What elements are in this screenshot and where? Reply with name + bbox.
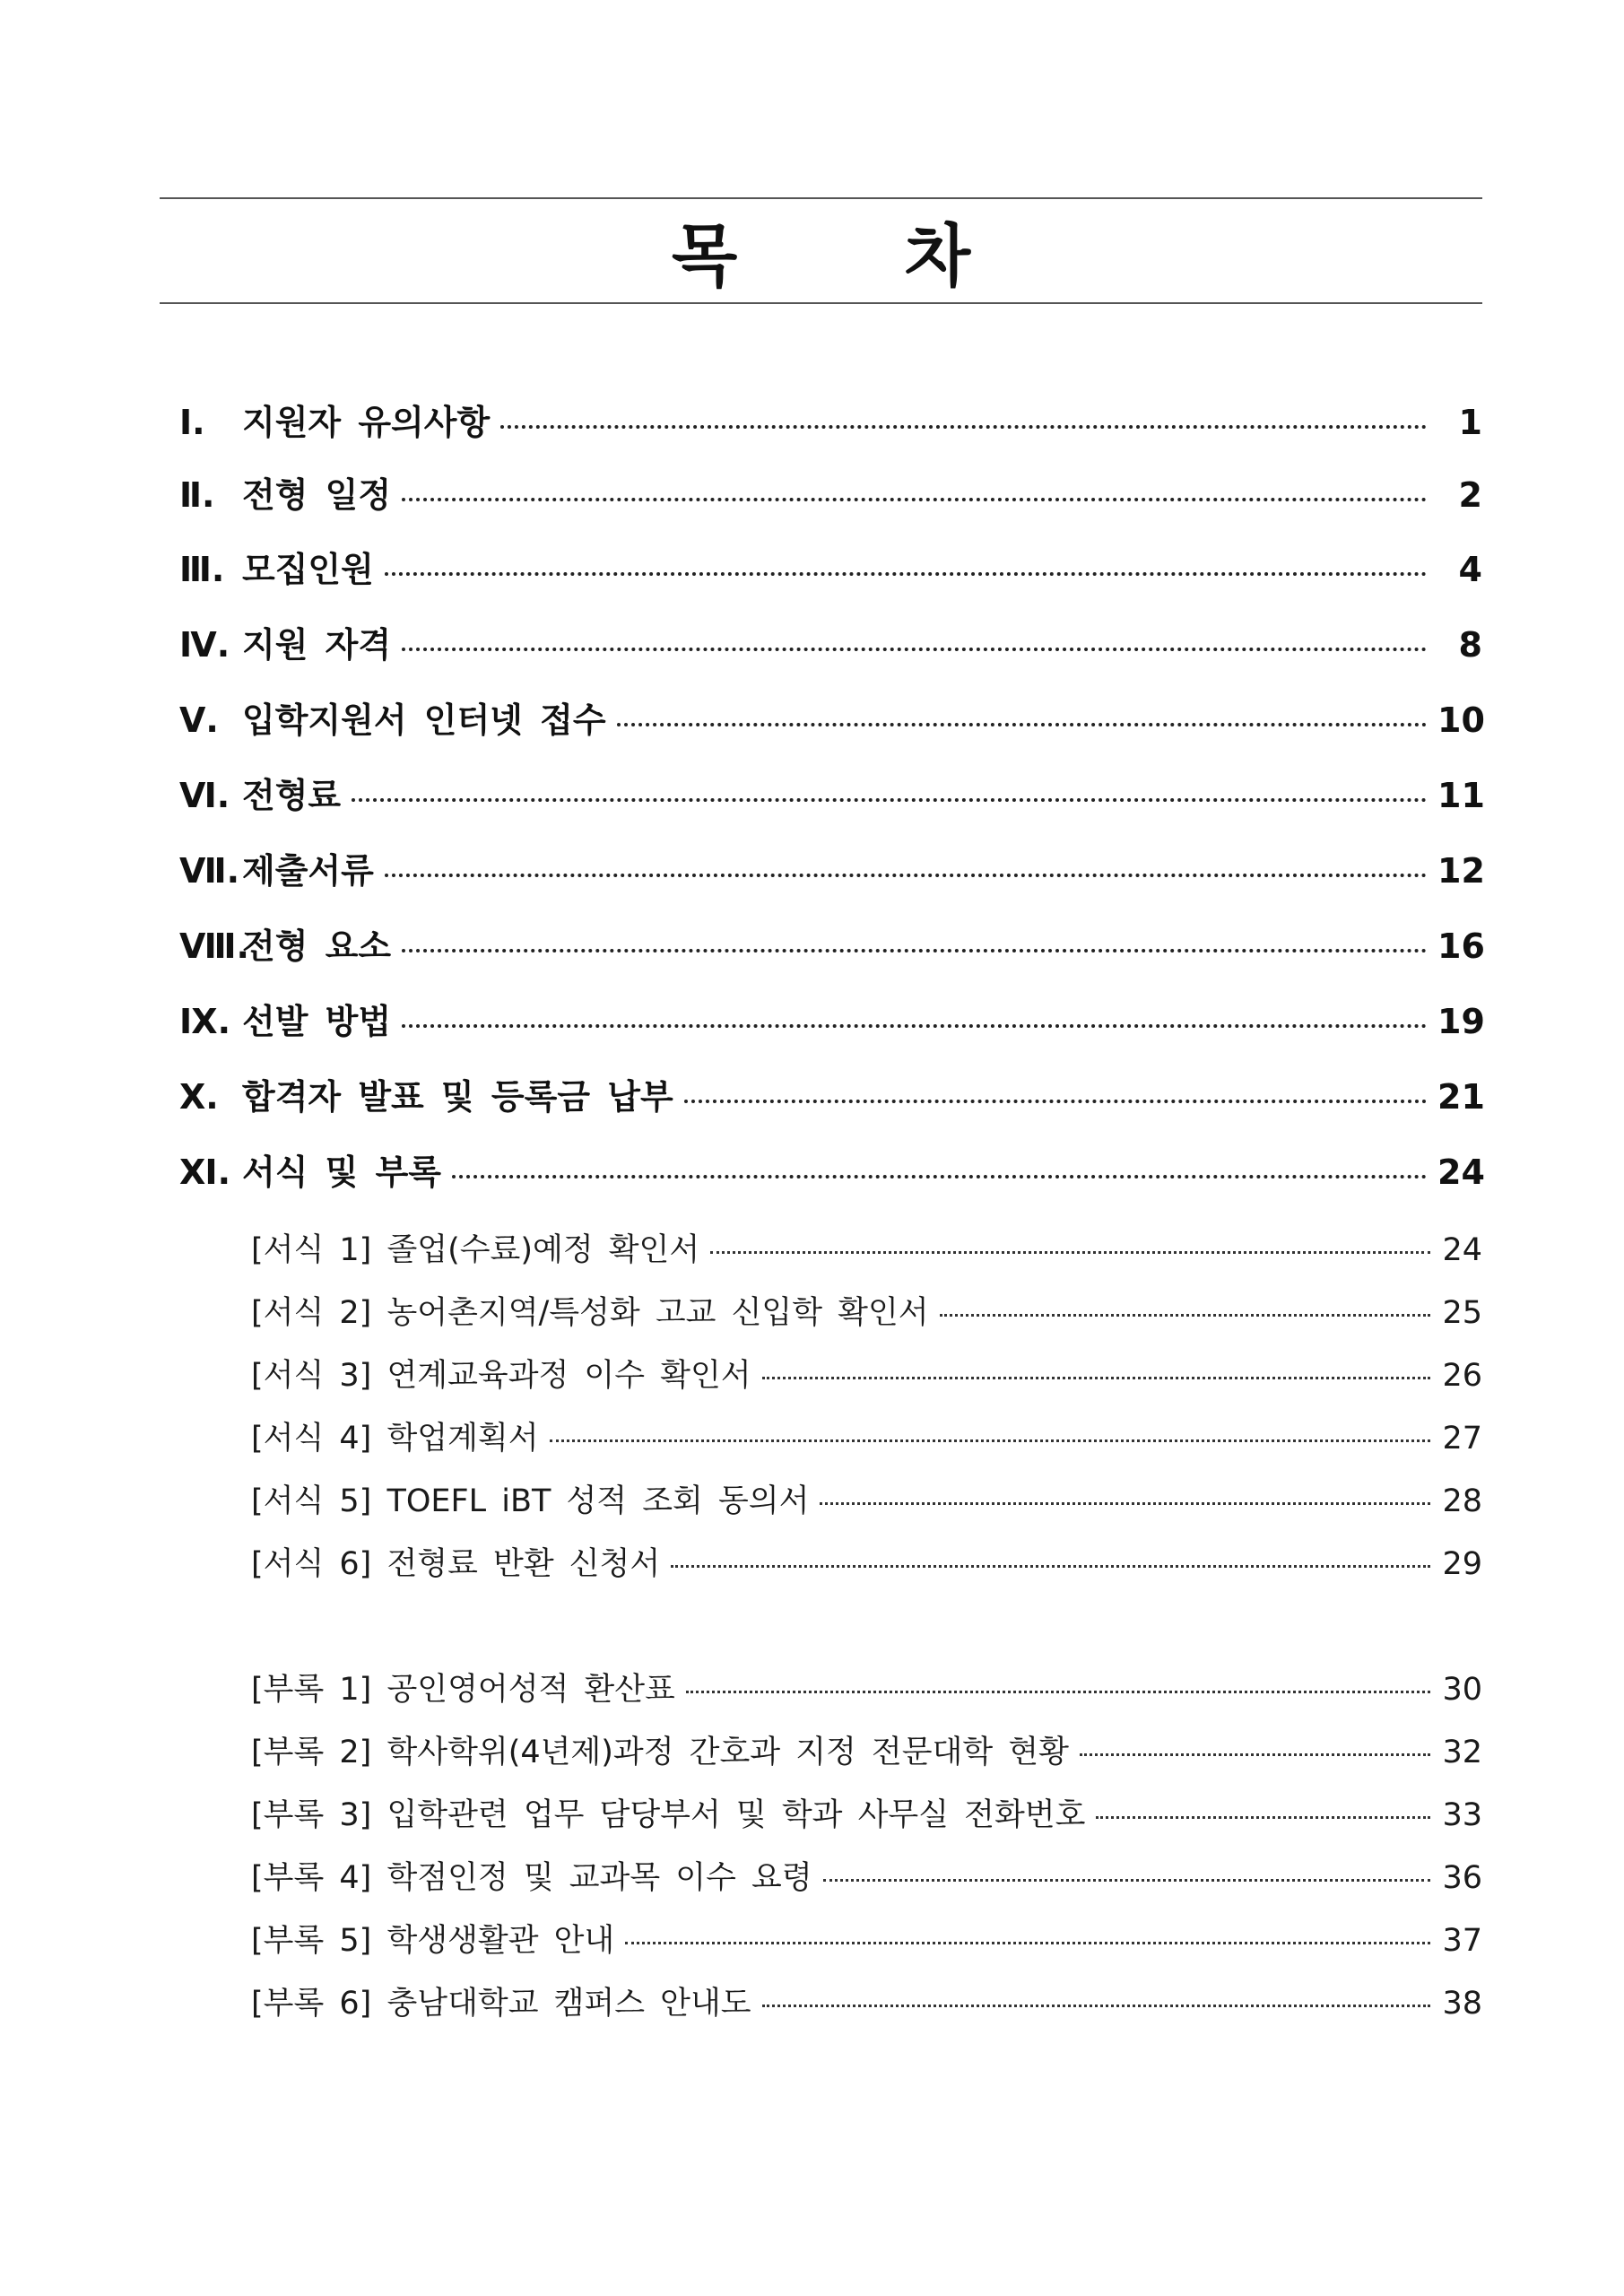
- title-rule-bottom: [160, 302, 1482, 304]
- dot-leader: [452, 1175, 1427, 1178]
- section-number: Ⅷ.: [179, 926, 249, 966]
- toc-form-5[interactable]: [251, 1476, 1482, 1521]
- page-number: 24: [1437, 1152, 1485, 1192]
- toc-section-11[interactable]: [179, 1144, 1485, 1194]
- section-title: 전형 일정: [242, 475, 392, 515]
- section-number: Ⅱ.: [179, 475, 215, 515]
- toc-section-5[interactable]: [179, 692, 1485, 742]
- page-number: 32: [1442, 1735, 1482, 1770]
- dot-leader: [820, 1502, 1430, 1505]
- section-title: 전형료: [242, 776, 342, 815]
- dot-leader: [686, 1691, 1430, 1693]
- appendix-title: [부록 6] 충남대학교 캠퍼스 안내도: [251, 1986, 751, 2022]
- form-title: [서식 6] 전형료 반환 신청서: [251, 1546, 661, 1582]
- page-number: 29: [1442, 1546, 1482, 1582]
- dot-leader: [352, 798, 1427, 802]
- dot-leader: [1096, 1816, 1430, 1819]
- dot-leader: [762, 2005, 1430, 2007]
- toc-section-1[interactable]: [179, 395, 1482, 444]
- toc-appendix-6[interactable]: [251, 1979, 1482, 2023]
- toc-section-7[interactable]: [179, 843, 1485, 892]
- page-number: 38: [1442, 1986, 1482, 2022]
- page-number: 30: [1442, 1672, 1482, 1708]
- appendix-title: [부록 3] 입학관련 업무 담당부서 및 학과 사무실 전화번호: [251, 1797, 1086, 1833]
- toc-section-8[interactable]: [179, 918, 1485, 968]
- dot-leader: [823, 1879, 1430, 1882]
- toc-section-3[interactable]: [179, 542, 1482, 591]
- toc-appendix-1[interactable]: [251, 1665, 1482, 1709]
- page-number: 12: [1437, 851, 1485, 891]
- page-title: 목 차: [671, 215, 1043, 296]
- toc-appendix-3[interactable]: [251, 1790, 1482, 1835]
- form-title: [서식 1] 졸업(수료)예정 확인서: [251, 1232, 700, 1268]
- form-title: [서식 4] 학업계획서: [251, 1421, 539, 1457]
- page-number: 37: [1442, 1923, 1482, 1959]
- dot-leader: [385, 874, 1427, 877]
- page-number: 19: [1437, 1002, 1485, 1041]
- toc-section-9[interactable]: [179, 994, 1485, 1043]
- section-title: 서식 및 부록: [242, 1152, 441, 1192]
- toc-section-6[interactable]: [179, 768, 1485, 817]
- section-number: Ⅳ.: [179, 625, 230, 665]
- toc-form-6[interactable]: [251, 1539, 1482, 1584]
- toc-form-4[interactable]: [251, 1413, 1482, 1458]
- section-number: Ⅸ.: [179, 1002, 231, 1041]
- dot-leader: [762, 1377, 1430, 1379]
- page-number: 25: [1442, 1295, 1482, 1331]
- toc-form-2[interactable]: [251, 1288, 1482, 1333]
- appendix-title: [부록 1] 공인영어성적 환산표: [251, 1672, 675, 1708]
- dot-leader: [684, 1100, 1427, 1103]
- section-number: Ⅴ.: [179, 700, 219, 740]
- section-number: Ⅺ.: [179, 1152, 230, 1192]
- form-title: [서식 2] 농어촌지역/특성화 고교 신입학 확인서: [251, 1295, 929, 1331]
- dot-leader: [550, 1439, 1431, 1442]
- page-number: 11: [1437, 776, 1485, 815]
- page-number: 16: [1437, 926, 1485, 966]
- appendix-title: [부록 5] 학생생활관 안내: [251, 1923, 615, 1959]
- page-number: 28: [1442, 1483, 1482, 1519]
- section-title: 전형 요소: [242, 926, 392, 966]
- section-title: 선발 방법: [242, 1002, 392, 1041]
- dot-leader: [402, 949, 1427, 952]
- dot-leader: [402, 648, 1427, 651]
- form-title: [서식 3] 연계교육과정 이수 확인서: [251, 1358, 751, 1394]
- appendix-title: [부록 4] 학점인정 및 교과목 이수 요령: [251, 1860, 812, 1896]
- section-title: 지원자 유의사항: [242, 403, 491, 442]
- dot-leader: [710, 1251, 1430, 1254]
- dot-leader: [625, 1942, 1430, 1944]
- page-number: 2: [1458, 475, 1482, 515]
- page-number: 21: [1437, 1077, 1485, 1117]
- dot-leader: [402, 498, 1427, 501]
- dot-leader: [671, 1565, 1430, 1568]
- dot-leader: [1080, 1753, 1430, 1756]
- section-number: Ⅰ.: [179, 403, 205, 442]
- dot-leader: [617, 723, 1427, 726]
- page-number: 27: [1442, 1421, 1482, 1457]
- section-number: Ⅵ.: [179, 776, 230, 815]
- section-title: 합격자 발표 및 등록금 납부: [242, 1077, 673, 1117]
- toc-section-2[interactable]: [179, 467, 1482, 517]
- page-number: 1: [1458, 403, 1482, 442]
- toc-appendix-2[interactable]: [251, 1727, 1482, 1772]
- page-number: 26: [1442, 1358, 1482, 1394]
- toc-form-1[interactable]: [251, 1225, 1482, 1270]
- section-number: Ⅹ.: [179, 1077, 219, 1117]
- form-title: [서식 5] TOEFL iBT 성적 조회 동의서: [251, 1483, 810, 1519]
- page-number: 4: [1458, 550, 1482, 589]
- section-number: Ⅶ.: [179, 851, 240, 891]
- toc-form-3[interactable]: [251, 1351, 1482, 1396]
- page-number: 33: [1442, 1797, 1482, 1833]
- toc-section-10[interactable]: [179, 1069, 1485, 1118]
- dot-leader: [940, 1314, 1430, 1317]
- toc-appendix-5[interactable]: [251, 1916, 1482, 1961]
- section-title: 제출서류: [242, 851, 374, 891]
- appendix-title: [부록 2] 학사학위(4년제)과정 간호과 지정 전문대학 현황: [251, 1735, 1069, 1770]
- section-title: 지원 자격: [242, 625, 392, 665]
- section-number: Ⅲ.: [179, 550, 225, 589]
- page-number: 10: [1437, 700, 1485, 740]
- section-title: 입학지원서 인터넷 접수: [242, 700, 606, 740]
- dot-leader: [402, 1024, 1427, 1028]
- toc-appendix-4[interactable]: [251, 1853, 1482, 1898]
- page-number: 36: [1442, 1860, 1482, 1896]
- dot-leader: [385, 572, 1427, 576]
- page-number: 24: [1442, 1232, 1482, 1268]
- section-title: 모집인원: [242, 550, 374, 589]
- dot-leader: [500, 425, 1427, 429]
- toc-section-4[interactable]: [179, 617, 1482, 666]
- page-number: 8: [1458, 625, 1482, 665]
